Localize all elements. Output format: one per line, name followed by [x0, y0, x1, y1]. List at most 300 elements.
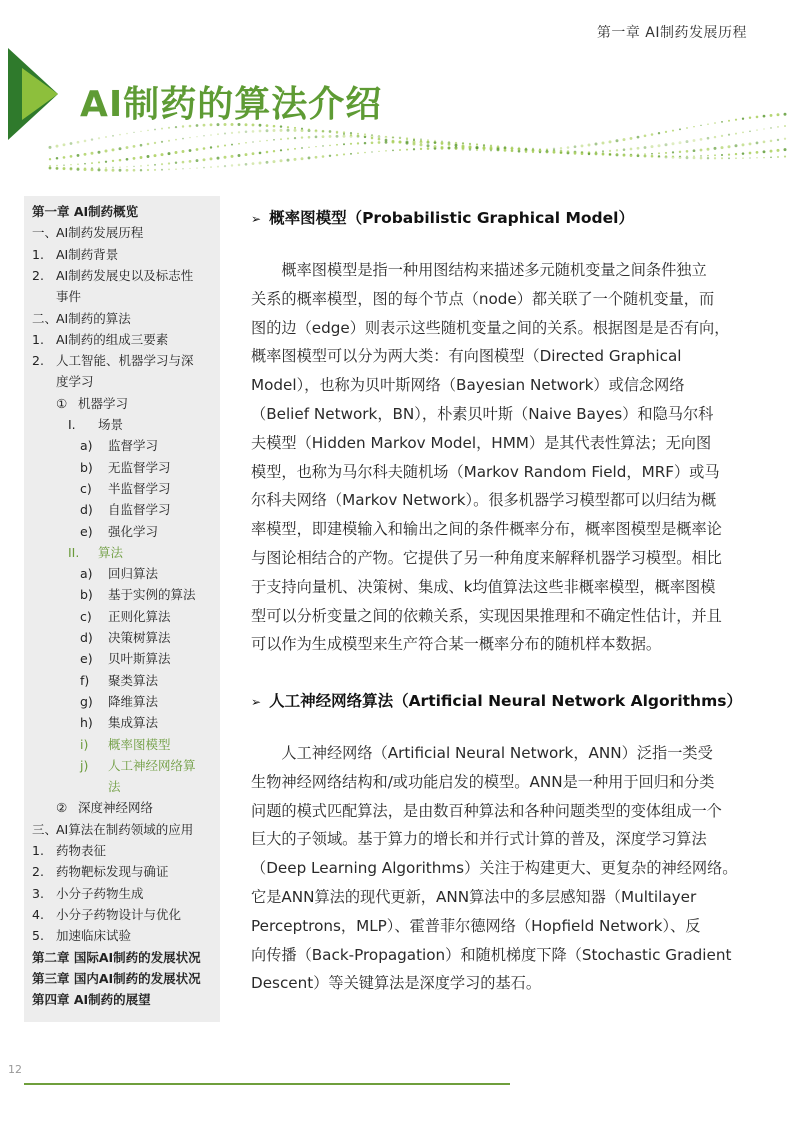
decorative-dot: [630, 137, 633, 140]
decorative-dot: [238, 164, 241, 167]
toc-item-label: AI制药的组成三要素: [56, 331, 169, 347]
decorative-dot: [714, 147, 717, 150]
decorative-dot: [259, 141, 260, 142]
decorative-dot: [210, 134, 212, 136]
decorative-dot: [609, 154, 611, 156]
decorative-dot: [147, 143, 150, 146]
decorative-dot: [301, 136, 303, 138]
header-chapter-label: 第一章 AI制药发展历程: [596, 25, 747, 41]
paragraph-line: 可以作为生成模型来生产符合某一概率分布的随机样本数据。: [251, 635, 662, 654]
decorative-dot: [651, 153, 653, 155]
decorative-dot: [777, 113, 780, 116]
decorative-dot: [105, 169, 108, 172]
decorative-dot: [623, 148, 626, 151]
decorative-dot: [126, 133, 128, 135]
decorative-dot: [119, 159, 122, 162]
decorative-dot: [126, 166, 127, 167]
section-heading: [251, 206, 634, 228]
decorative-dot: [56, 157, 59, 160]
decorative-dot: [217, 157, 220, 160]
decorative-dot: [175, 162, 177, 164]
decorative-dot: [735, 144, 738, 147]
decorative-dot: [651, 145, 654, 148]
decorative-dot: [371, 141, 374, 144]
decorative-dot: [168, 140, 170, 142]
toc-item-label: AI制药的算法: [56, 310, 131, 326]
decorative-dot: [154, 142, 156, 144]
decorative-dot: [721, 154, 723, 156]
decorative-dot: [77, 154, 80, 157]
paragraph-line: 尔科夫网络（Markov Network）。很多机器学习模型都可以归结为概: [251, 491, 717, 510]
decorative-dot: [301, 157, 304, 160]
decorative-dot: [161, 128, 163, 130]
decorative-dot: [644, 134, 647, 137]
decorative-dot: [672, 155, 674, 157]
toc-item-number: a): [80, 566, 93, 582]
decorative-dot: [686, 127, 688, 129]
decorative-dot: [182, 150, 185, 153]
toc-item-label: 决策树算法: [108, 630, 171, 645]
toc-item-number: 一、: [32, 225, 58, 241]
decorative-dot: [756, 142, 759, 145]
decorative-dot: [133, 145, 136, 148]
decorative-dot: [742, 143, 745, 146]
toc-item-label: AI算法在制药领域的应用: [56, 821, 194, 837]
decorative-dot: [462, 148, 465, 151]
paragraph-line: 模型，也称为马尔科夫随机场（Markov Random Field，MRF）或马: [251, 462, 720, 481]
toc-item-label: 药物靶标发现与确证: [56, 864, 169, 880]
toc-item-label: 算法: [98, 544, 124, 560]
decorative-dot: [203, 167, 205, 169]
toc-item-label: 监督学习: [108, 438, 159, 454]
decorative-dot: [672, 142, 675, 145]
decorative-dot: [350, 134, 352, 136]
decorative-dot: [245, 131, 248, 134]
toc-item-label: 人工智能、机器学习与深: [56, 353, 194, 369]
decorative-dot: [483, 149, 485, 151]
decorative-dot: [112, 148, 115, 151]
decorative-dot: [763, 128, 764, 129]
decorative-dot: [49, 165, 51, 167]
toc-item-number: 二、: [32, 310, 58, 326]
decorative-dot: [441, 142, 444, 145]
decorative-dot: [329, 145, 331, 147]
decorative-dot: [427, 144, 430, 147]
decorative-dot: [742, 152, 745, 155]
toc-item-label: 无监督学习: [108, 459, 171, 475]
decorative-dot: [665, 143, 668, 146]
toc-item-number: j): [80, 757, 89, 773]
decorative-dot: [308, 147, 309, 148]
decorative-dot: [721, 135, 723, 137]
paragraph-line: 于支持向量机、决策树、集成、k均值算法这些非概率模型，概率图模: [251, 577, 716, 596]
decorative-dot: [273, 139, 275, 141]
decorative-dot: [756, 116, 759, 119]
decorative-dot: [560, 152, 562, 154]
decorative-dot: [714, 157, 716, 159]
decorative-dot: [658, 152, 660, 154]
toc-item-number: c): [80, 608, 92, 624]
paragraph-line: 夫模型（Hidden Markov Model，HMM）是其代表性算法；无向图: [251, 433, 712, 452]
decorative-dot: [707, 124, 708, 125]
decorative-dot: [84, 167, 86, 169]
decorative-dot: [245, 163, 248, 166]
decorative-dot: [770, 140, 773, 143]
decorative-dot: [210, 157, 213, 160]
paragraph-line: （Deep Learning Algorithms）关注于构建更大、更复杂的神经网络。: [251, 859, 738, 878]
decorative-dot: [343, 153, 345, 155]
decorative-dot: [483, 144, 485, 146]
page-title: AI制药的算法介绍: [80, 84, 383, 125]
decorative-dot: [266, 129, 269, 132]
decorative-dot: [140, 131, 141, 132]
decorative-dot: [539, 149, 541, 151]
decorative-dot: [238, 154, 241, 157]
decorative-dot: [357, 135, 359, 137]
decorative-dot: [686, 150, 689, 153]
decorative-dot: [693, 157, 696, 160]
decorative-dot: [231, 132, 233, 134]
toc-item-number: b): [80, 459, 93, 475]
decorative-dot: [84, 140, 87, 143]
decorative-dot: [217, 133, 219, 135]
decorative-dot: [434, 140, 436, 142]
decorative-dot: [434, 141, 437, 144]
paragraph-line: 问题的模式匹配算法，是由数百种算法和各种问题类型的变体组成一个: [251, 801, 722, 820]
toc-item-number: i): [80, 736, 89, 752]
decorative-dot: [287, 138, 289, 140]
toc-item-number: 2.: [32, 353, 44, 369]
decorative-dot: [126, 158, 129, 161]
toc-item-number: 2.: [32, 267, 44, 283]
decorative-dot: [252, 141, 253, 142]
decorative-dot: [217, 166, 219, 168]
page-number: 12: [8, 1063, 22, 1076]
decorative-dot: [77, 167, 80, 170]
decorative-dot: [196, 167, 197, 168]
decorative-dot: [728, 154, 730, 156]
decorative-dot: [385, 136, 386, 137]
decorative-dot: [392, 137, 393, 138]
decorative-dot: [315, 146, 316, 147]
decorative-dot: [224, 144, 226, 146]
toc-item-number: e): [80, 651, 93, 667]
toc-item-number: II.: [68, 544, 80, 560]
decorative-dot: [224, 156, 227, 159]
decorative-dot: [553, 152, 555, 154]
decorative-dot: [581, 144, 584, 147]
decorative-dot: [343, 133, 345, 135]
decorative-dot: [308, 156, 311, 159]
toc-item-label: 基于实例的算法: [108, 587, 196, 603]
decorative-dot: [56, 165, 58, 167]
decorative-dot: [287, 159, 290, 162]
decorative-dot: [658, 132, 660, 134]
section-heading-text: 人工神经网络算法（Artificial Neural Network Algorithms）: [269, 692, 742, 710]
decorative-dot: [175, 139, 177, 141]
decorative-dot: [126, 146, 129, 149]
decorative-dot: [364, 152, 366, 154]
decorative-dot: [280, 129, 283, 132]
decorative-dot: [777, 139, 779, 141]
decorative-dot: [322, 135, 325, 138]
decorative-dot: [196, 136, 197, 137]
decorative-dot: [70, 167, 73, 170]
decorative-dot: [91, 152, 94, 155]
decorative-dot: [294, 148, 296, 150]
section-heading: [251, 689, 742, 711]
decorative-dot: [763, 141, 766, 144]
decorative-dot: [175, 151, 178, 154]
decorative-dot: [336, 132, 338, 134]
decorative-dot: [63, 156, 66, 159]
toc-item-label: 聚类算法: [108, 672, 159, 688]
decorative-dot: [742, 157, 744, 159]
decorative-dot: [392, 140, 395, 143]
decorative-dot: [406, 142, 409, 145]
decorative-dot: [196, 148, 199, 151]
decorative-dot: [84, 163, 86, 165]
decorative-dot: [434, 145, 437, 148]
decorative-dot: [189, 137, 190, 138]
decorative-dot: [357, 142, 359, 144]
decorative-dot: [203, 147, 206, 150]
decorative-dot: [161, 169, 163, 171]
paragraph-line: 人工神经网络（Artificial Neural Network，ANN）泛指一类受: [251, 744, 713, 762]
decorative-dot: [560, 147, 562, 149]
decorative-dot: [455, 144, 458, 147]
decorative-dot: [266, 140, 268, 142]
decorative-dot: [749, 117, 751, 119]
decorative-dot: [105, 161, 107, 163]
decorative-dot: [392, 150, 394, 152]
decorative-dot: [133, 169, 136, 172]
toc-item-label: 半监督学习: [108, 480, 171, 496]
decorative-dot: [77, 141, 80, 144]
decorative-dot: [140, 165, 142, 167]
decorative-dot: [294, 158, 297, 161]
decorative-dot: [168, 169, 170, 171]
paragraph-line: 它是ANN算法的现代更新，ANN算法中的多层感知器（Multilayer: [251, 888, 697, 906]
decorative-dot: [427, 141, 429, 143]
decorative-dot: [140, 156, 143, 159]
decorative-dot: [546, 152, 548, 154]
decorative-dot: [462, 142, 464, 144]
decorative-dot: [763, 150, 766, 153]
footer-rule: [24, 1083, 510, 1085]
arrow-bullet-icon: ➢: [251, 212, 262, 226]
decorative-dot: [721, 121, 723, 123]
decorative-dot: [749, 142, 752, 145]
decorative-dot: [168, 162, 170, 164]
decorative-dot: [490, 145, 492, 147]
decorative-dot: [70, 155, 73, 158]
decorative-dot: [154, 129, 156, 131]
decorative-dot: [119, 147, 122, 150]
decorative-dot: [210, 166, 212, 168]
decorative-dot: [308, 136, 311, 139]
decorative-dot: [665, 155, 667, 157]
decorative-dot: [266, 161, 269, 164]
section-heading-text: 概率图模型（Probabilistic Graphical Model）: [269, 209, 634, 227]
decorative-dot: [91, 162, 93, 164]
decorative-dot: [763, 115, 766, 118]
decorative-dot: [609, 150, 611, 152]
decorative-dot: [273, 129, 276, 132]
decorative-dot: [399, 149, 401, 151]
decorative-dot: [420, 143, 423, 146]
decorative-dot: [672, 130, 674, 132]
toc-item-number: g): [80, 693, 93, 709]
decorative-dot: [770, 127, 771, 128]
decorative-dot: [784, 148, 787, 151]
decorative-dot: [623, 138, 626, 141]
decorative-dot: [595, 153, 597, 155]
decorative-dot: [595, 143, 598, 146]
decorative-dot: [637, 154, 638, 155]
toc-item-number: 三、: [32, 821, 58, 837]
decorative-dot: [63, 167, 66, 170]
decorative-dot: [336, 144, 338, 146]
decorative-dot: [315, 156, 318, 159]
decorative-dot: [448, 143, 451, 146]
decorative-dot: [406, 138, 408, 140]
decorative-dot: [532, 149, 534, 151]
paragraph-line: 图的边（edge）则表示这些随机变量之间的关系。根据图是是否有向，: [251, 318, 730, 337]
decorative-dot: [182, 168, 183, 169]
paragraph-line: 概率图模型可以分为两大类：有向图模型（Directed Graphical: [251, 347, 682, 366]
decorative-dot: [427, 139, 429, 141]
toc-item-number: ①: [56, 395, 68, 411]
decorative-dot: [539, 151, 541, 153]
decorative-dot: [336, 135, 339, 138]
decorative-dot: [98, 137, 100, 139]
paragraph-line: 生物神经网络结构和/或功能启发的模型。ANN是一种用于回归和分类: [251, 772, 715, 791]
toc-item-label: 回归算法: [108, 566, 159, 582]
toc-item-number: 1.: [32, 331, 44, 347]
toc-item-label: 药物表征: [56, 843, 107, 858]
decorative-dot: [707, 157, 709, 159]
decorative-dot: [693, 149, 696, 152]
toc-item-number: a): [80, 438, 93, 454]
decorative-dot: [588, 144, 591, 147]
toc-item-label: 降维算法: [108, 693, 159, 709]
decorative-dot: [280, 159, 283, 162]
decorative-dot: [490, 150, 492, 152]
decorative-dot: [728, 134, 730, 136]
decorative-dot: [518, 150, 519, 151]
decorative-dot: [140, 144, 143, 147]
decorative-dot: [259, 162, 262, 165]
toc-item-label: 场景: [98, 417, 124, 432]
decorative-dot: [574, 145, 577, 148]
toc-item-number: 5.: [32, 928, 44, 944]
decorative-dot: [182, 138, 184, 140]
decorative-dot: [63, 143, 66, 146]
decorative-dot: [210, 146, 212, 148]
decorative-dot: [623, 154, 625, 156]
decorative-dot: [189, 160, 192, 163]
decorative-dot: [189, 149, 192, 152]
decorative-dot: [168, 152, 171, 155]
decorative-dot: [315, 136, 318, 139]
decorative-dot: [357, 133, 359, 135]
decorative-dot: [231, 164, 233, 166]
decorative-dot: [329, 155, 331, 157]
decorative-dot: [567, 146, 570, 149]
decorative-dot: [70, 142, 73, 145]
decorative-dot: [182, 161, 185, 164]
decorative-dot: [49, 146, 52, 149]
decorative-dot: [371, 134, 373, 136]
decorative-dot: [98, 161, 100, 163]
decorative-dot: [357, 152, 359, 154]
decorative-dot: [413, 143, 416, 146]
toc-item-label: 集成算法: [108, 715, 159, 731]
decorative-dot: [413, 139, 415, 141]
decorative-dot: [112, 160, 114, 162]
decorative-dot: [749, 157, 750, 158]
decorative-dot: [469, 145, 472, 148]
toc-item-label: 第二章 国际AI制药的发展状况: [32, 949, 201, 965]
decorative-dot: [532, 151, 534, 153]
decorative-dot: [245, 142, 247, 144]
decorative-dot: [378, 141, 381, 144]
toc-item-label: 加速临床试验: [56, 928, 132, 944]
toc-item-label: 度学习: [56, 374, 94, 390]
toc-item-number: 1.: [32, 246, 44, 262]
decorative-dot: [91, 167, 93, 169]
decorative-dot: [203, 158, 206, 161]
paragraph-line: 与图论相结合的产物。它提供了另一种角度来解释机器学习模型。相比: [251, 549, 722, 567]
decorative-dot: [777, 149, 780, 152]
decorative-dot: [399, 141, 402, 144]
decorative-dot: [371, 151, 372, 152]
decorative-dot: [455, 142, 457, 144]
decorative-dot: [770, 150, 773, 153]
decorative-dot: [161, 163, 163, 165]
decorative-dot: [602, 150, 604, 152]
decorative-dot: [581, 152, 582, 153]
decorative-dot: [462, 145, 465, 148]
decorative-dot: [616, 139, 619, 142]
decorative-dot: [497, 150, 499, 152]
toc-item-label: 小分子药物设计与优化: [56, 906, 182, 922]
decorative-dot: [294, 129, 297, 132]
decorative-dot: [777, 126, 779, 128]
decorative-dot: [322, 145, 323, 146]
decorative-dot: [301, 147, 303, 149]
decorative-dot: [630, 154, 631, 155]
decorative-dot: [238, 131, 240, 133]
decorative-dot: [700, 138, 703, 141]
decorative-dot: [119, 134, 121, 136]
toc-item-number: 2.: [32, 864, 44, 880]
decorative-dot: [364, 133, 366, 135]
decorative-dot: [504, 150, 505, 151]
decorative-dot: [679, 156, 681, 158]
decorative-dot: [651, 155, 653, 157]
decorative-dot: [686, 140, 689, 143]
toc-item-label: 小分子药物生成: [56, 885, 144, 901]
decorative-dot: [364, 142, 367, 145]
decorative-dot: [637, 147, 640, 150]
decorative-dot: [154, 169, 156, 171]
decorative-dot: [679, 151, 681, 153]
decorative-dot: [266, 151, 269, 154]
decorative-dot: [476, 149, 478, 151]
toc-item-label: AI制药发展史以及标志性: [56, 267, 194, 283]
